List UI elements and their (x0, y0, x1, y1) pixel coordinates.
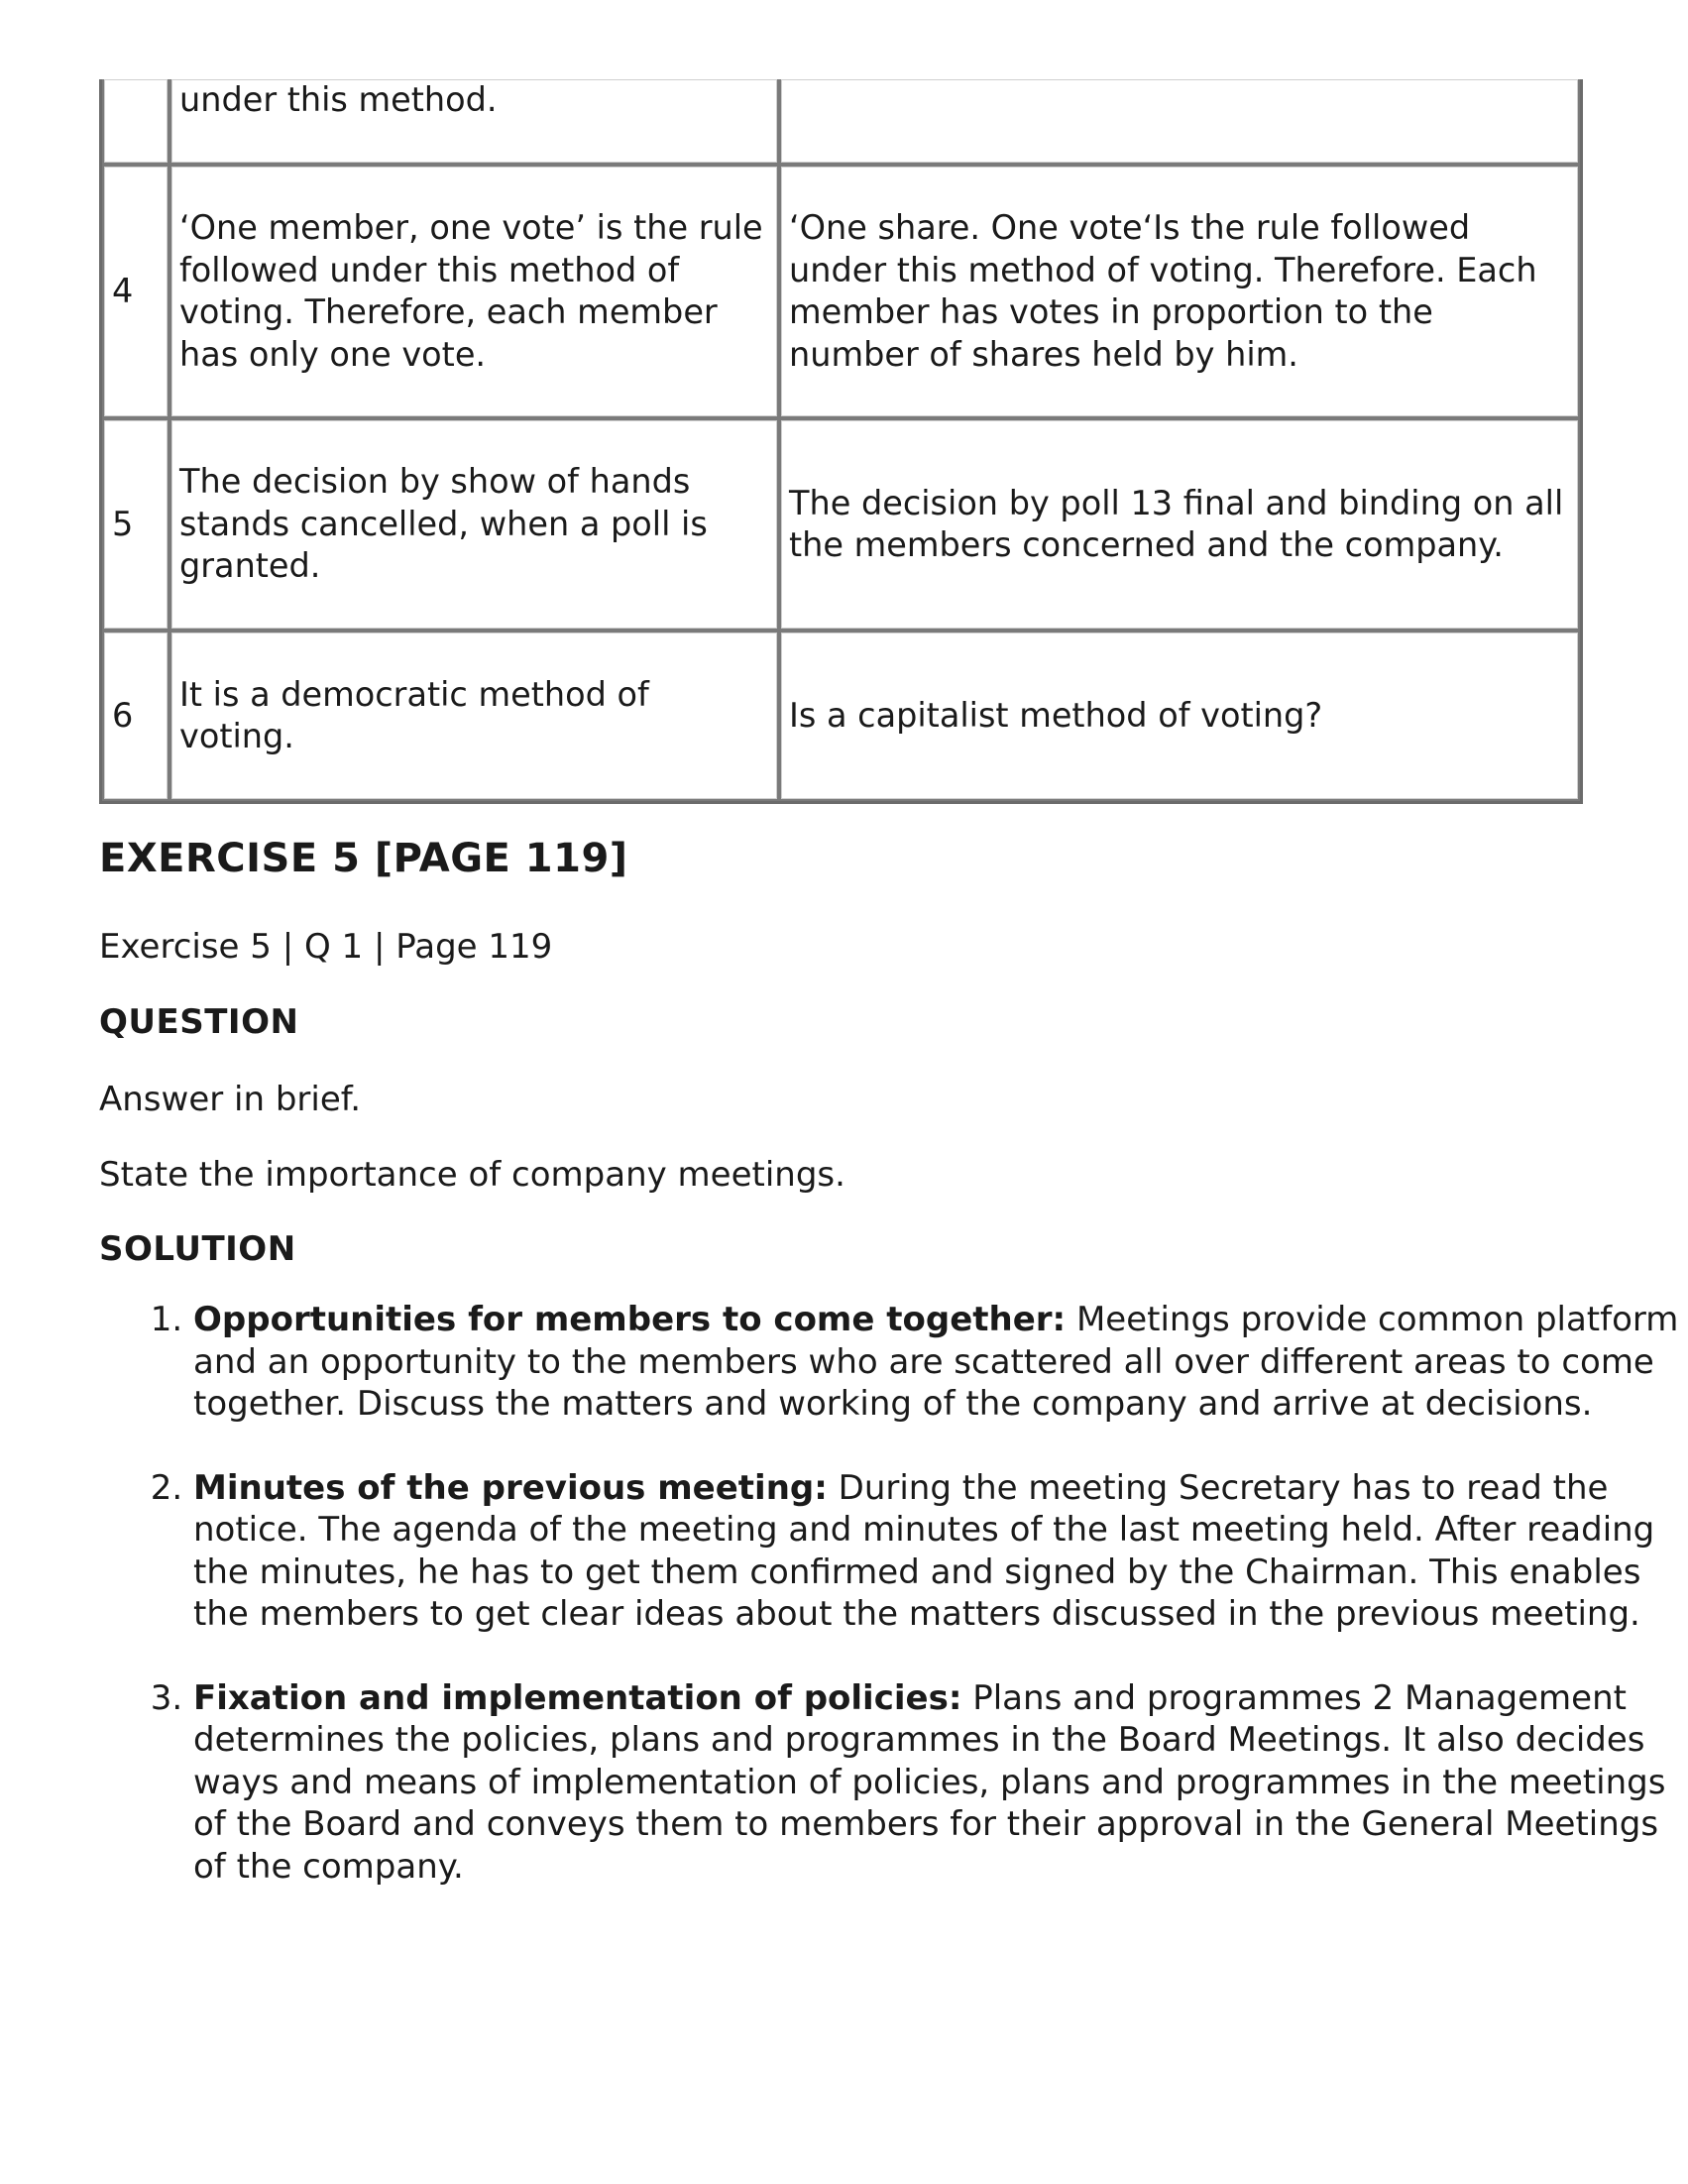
list-item (193, 1677, 1688, 1889)
poll-cell (779, 79, 1580, 165)
row-number: 6 (102, 631, 169, 801)
show-of-hands-cell: under this method. (169, 79, 779, 165)
point-text: Meetings provide common platform and an opportunity to the members who are scattered all over different areas to come together. Discuss the matters and working of the company and arrive at decisions. (193, 1300, 1679, 1424)
point-title: Fixation and implementation of policies: (193, 1677, 962, 1718)
solution-list (99, 1299, 1688, 1929)
question-label: QUESTION (99, 1002, 299, 1042)
point-title: Minutes of the previous meeting: (193, 1467, 828, 1508)
point-text: During the meeting Secretary has to read the notice. The agenda of the meeting and minutes of the last meeting held. After reading the minutes, he has to get them confirmed and signed by the Chairman. This enables the members to get clear ideas about the matters discussed in the previous meeting. (193, 1467, 1655, 1634)
question-reference: Exercise 5 | Q 1 | Page 119 (99, 927, 553, 967)
poll-cell: Is a capitalist method of voting? (779, 631, 1580, 801)
row-number (102, 79, 169, 165)
poll-cell: The decision by poll 13 final and binding on all the members concerned and the company. (779, 418, 1580, 631)
list-item (193, 1299, 1688, 1426)
table-row (102, 631, 1580, 801)
table-row (102, 418, 1580, 631)
exercise-heading: EXERCISE 5 [PAGE 119] (99, 836, 628, 881)
row-number: 5 (102, 418, 169, 631)
show-of-hands-cell: It is a democratic method of voting. (169, 631, 779, 801)
poll-cell: ‘One share. One vote‘Is the rule followed under this method of voting. Therefore. Each member has votes in proportion to the number of shares held by him. (779, 165, 1580, 418)
solution-label: SOLUTION (99, 1229, 296, 1269)
comparison-table (99, 79, 1583, 804)
table-row (102, 79, 1580, 165)
show-of-hands-cell: The decision by show of hands stands cancelled, when a poll is granted. (169, 418, 779, 631)
row-number: 4 (102, 165, 169, 418)
show-of-hands-cell: ‘One member, one vote’ is the rule followed under this method of voting. Therefore, each member has only one vote. (169, 165, 779, 418)
question-instruction: Answer in brief. (99, 1080, 362, 1119)
list-item (193, 1467, 1688, 1636)
point-title: Opportunities for members to come together: (193, 1300, 1067, 1339)
table-row (102, 165, 1580, 418)
question-text: State the importance of company meetings. (99, 1155, 845, 1195)
point-text: Plans and programmes 2 Management determines the policies, plans and programmes in the Board Meetings. It also decides ways and means of implementation of policies, plans and programmes in the meetings of the Board and conveys them to members for their approval in the General Meetings of the company. (193, 1677, 1666, 1887)
